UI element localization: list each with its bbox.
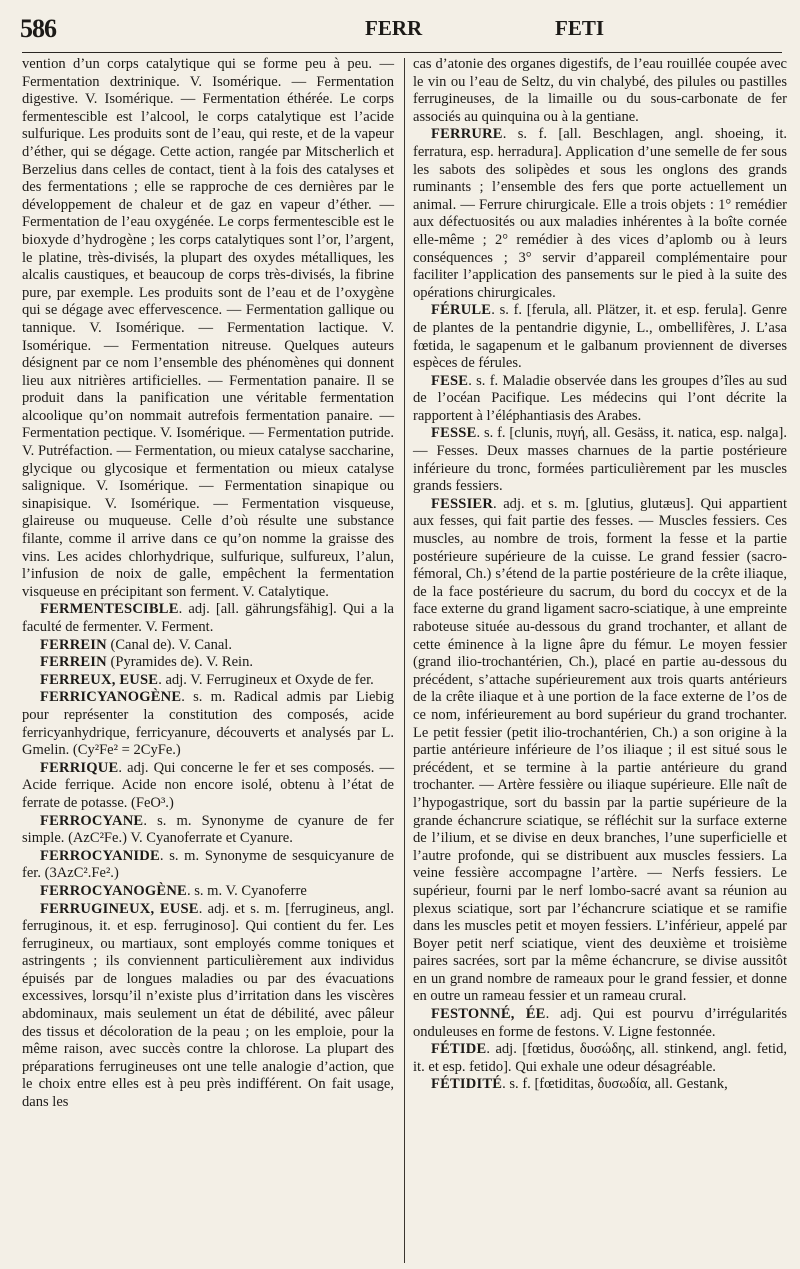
entry-ferrein-pyramides: FERREIN (Pyramides de). V. Rein. [40, 654, 254, 671]
entry-ferrocyane: FERROCYANE. s. m. Synonyme de cyanure de fer simple. (AzC²Fe.) V. Cyanoferrate et Cyanure. [22, 812, 394, 847]
headword: FÉRULE [431, 302, 492, 319]
headword: FERROCYANE [40, 812, 144, 829]
headword: FERREUX, EUSE [40, 671, 159, 688]
entry-fessier: FESSIER. adj. et s. m. [glutius, glutæus]. Qui appartient aux fesses, qui fait partie des fesses. — Muscles fessiers. Ces muscles, au nombre de trois, forment la fesse et la partie postérieure supérieure de la cuisse. Le grand fessier (sacro-fémoral, Ch.) s’étend de la partie postérieure de la crête iliaque, de la face postérieure du sacrum, du bord du coccyx et de la face externe du grand ligament sacro-sciatique, à une empreinte raboteuse située au-dessous du grand trochanter, et allant de cette éminence à la ligne âpre du fémur. Le moyen fessier (grand ilio-trochantérien, Ch.), placé en partie au-dessous du précédent, s’attache supérieurement aux trois quarts antérieurs de la crête iliaque et à une portion de la face externe de l’os de ce nom, inférieurement au bord supérieur du grand trochanter. Le petit fessier (petit ilio-trochantérien, Ch.) a son origine à la partie antérieure inférieure de l’os iliaque ; il est situé sous le précédent, et se termine à la partie antérieure du grand trochanter. — Artère fessière ou iliaque supérieure. Elle naît de l’hypogastrique, sort du bassin par la partie supérieure de la grande échancrure sciatique, se réfléchit sur la surface externe de l’ilium, et se divise en deux branches, l’une superficielle et l’autre profonde, qui se distribuent aux muscles fessiers. La veine fessière accompagne l’artère. — Nerfs fessiers. Le supérieur, fourni par le nerf lombo-sacré avant sa réunion au plexus sciatique, sort par l’échancrure sciatique et se ramifie dans les muscles petit et moyen fessiers. L’inférieur, appelé par Boyer petit nerf sciatique, vient des deuxième et troisième paires sacrées, sort par la même échancrure, se divise aussitôt en un grand nombre de rameaux pour le grand fessier, et donne en outre un rameau fessier et un rameau crural. [413, 495, 787, 1005]
headword: FÉTIDE [431, 1041, 487, 1058]
entry-continuation: vention d’un corps catalytique qui se forme peu à peu. — Fermentation dextrinique. V. Isomérique. — Fermentation digestive. V. Isomérique. — Fermentation éthérée. Le corps fermentescible est l’alcool, le corps catalytique est l’acide sulfurique. Les produits sont de l’eau, qui reste, et de la vapeur d’éther, qui se dégage. Cette action, rangée par Mitscherlich et Berzelius dans celles de contact, tient à la fois des catalyses et des fermentations ; elle se rapproche de ces dernières par le développement de chaleur et de gaz en vapeur d’éther. — Fermentation de l’eau oxygénée. Le corps fermentescible est le bioxyde d’hydrogène ; les corps catalytiques sont l’or, l’argent, le platine, très-divisés, la plupart des oxydes métalliques, les alcalis caustiques, et beaucoup de corps très-divisés, la fibrine pure, par exemple. Les produits sont de l’eau et de l’oxygène qui se dégage avec effervescence. — Fermentation gallique ou tannique. V. Isomérique. — Fermentation lactique. V. Isomérique. — Fermentation nitreuse. Quelques auteurs désignent par ce nom l’ensemble des phénomènes qui donnent lieu aux nitrières artificielles. — Fermentation panaire. Il se produit dans la panification une véritable fermentation alcoolique qu’on nommait autrefois fermentation panaire. — Fermentation pectique. V. Isomérique. — Fermentation putride. V. Putréfaction. — Fermentation, ou mieux catalyse saccharine, glycique ou glycosique et fermentation ou mieux catalyse salignique. V. Isomérique. — Fermentation sinapique ou sinapisique. V. Isomérique. — Fermentation visqueuse, glaireuse ou muqueuse. Celle d’où résulte une substance filante, comme il arrive dans ce qu’on nomme la graisse des vins. Les acides chlorhydrique, sulfurique, sulfureux, l’alun, l’infusion de noix de galle, empêchent la fermentation visqueuse en précipitant son ferment. V. Catalytique. [22, 56, 394, 600]
headword: FESE [431, 372, 469, 389]
header-rule [22, 52, 782, 53]
headword: FERROCYANIDE [40, 847, 160, 864]
right-column [413, 56, 787, 1094]
headword: FESTONNÉ, ÉE [431, 1006, 546, 1023]
entry-fetidite: FÉTIDITÉ. s. f. [fœtiditas, δυσωδία, all. Gestank, [431, 1076, 728, 1093]
entry-ferrure: FERRURE. s. f. [all. Beschlagen, angl. shoeing, it. ferratura, esp. herradura]. Application d’une semelle de fer sous les sabots des solipèdes et sous les onglons des grands ruminants ; l’ensemble des fers que porte actuellement un animal. — Ferrure chirurgicale. Elle a trois objets : 1° remédier aux défectuosités ou aux maladies inhérentes à la boîte cornée elle-même ; 2° remédier à des vices d’aplomb ou à leurs conséquences ; 3° servir d’appareil complémentaire pour faciliter l’application des pansements sur le pied à la suite des opérations chirurgicales. [413, 126, 787, 301]
headword: FERROCYANOGÈNE [40, 882, 187, 899]
left-guide-word: FERR [365, 16, 423, 40]
headword: FERRUGINEUX, EUSE [40, 900, 199, 917]
entry-fese: FESE. s. f. Maladie observée dans les groupes d’îles au sud de l’océan Pacifique. Les médecins qui l’ont décrite la rapportent à l’éléphantiasis des Arabes. [413, 372, 787, 424]
left-column [22, 56, 394, 1112]
headword: FERRURE [431, 126, 503, 143]
entry-ferule: FÉRULE. s. f. [ferula, all. Plätzer, it. et esp. ferula]. Genre de plantes de la pentandrie digynie, L., ombellifères, J. L’asa fœtida, le sagapenum et le galbanum proviennent de diverses espèces de férules. [413, 302, 787, 372]
entry-ferrein-canal: FERREIN (Canal de). V. Canal. [40, 636, 232, 653]
headword: FERRIQUE [40, 759, 119, 776]
headword: FERREIN [40, 654, 107, 671]
headword: FERRICYANOGÈNE [40, 689, 182, 706]
entry-ferrocyanogene: FERROCYANOGÈNE. s. m. V. Cyanoferre [40, 882, 307, 899]
entry-fetide: FÉTIDE. adj. [fœtidus, δυσώδης, all. stinkend, angl. fetid, it. et esp. fetido]. Qui exhale une odeur désagréable. [413, 1041, 787, 1075]
column-divider [404, 58, 405, 1263]
entry-ferrugineux: FERRUGINEUX, EUSE. adj. et s. m. [ferrugineus, angl. ferruginous, it. et esp. ferruginoso]. Qui contient du fer. Les ferrugineux, ou martiaux, sont employés comme toniques et astringents ; ils conviennent particulièrement aux individus épuisés par de longues maladies ou par des évacuations excessives, lorsqu’il n’existe plus d’irritation dans les viscères abdominaux, mais seulement un état de débilité, avec pâleur des tissus et décoloration de la peau ; on les emploie, pour la même raison, avec succès contre la chlorose. La plupart des préparations ferrugineuses ont une telle analogie d’action, que le choix entre elles est à peu près indifférent. On fait usage, dans les [22, 900, 394, 1111]
headword: FESSIER [431, 495, 494, 512]
entry-ferrocyanide: FERROCYANIDE. s. m. Synonyme de sesquicyanure de fer. (3AzC².Fe².) [22, 847, 394, 882]
headword: FÉTIDITÉ [431, 1076, 503, 1093]
entry-ferrique: FERRIQUE. adj. Qui concerne le fer et ses composés. — Acide ferrique. Acide non encore isolé, obtenu à l’état de ferrate de potasse. (FeO³.) [22, 759, 394, 811]
entry-ferricyanogene: FERRICYANOGÈNE. s. m. Radical admis par Liebig pour représenter la constitution des composés, acide ferricyanhydrique, ferricyanure, découverts et analysés par L. Gmelin. (Cy²Fe² = 2CyFe.) [22, 689, 394, 759]
entry-fesse: FESSE. s. f. [clunis, πυγή, all. Gesäss, it. natica, esp. nalga]. — Fesses. Deux masses charnues de la partie postérieure inférieure du tronc, formées particulièrement par les muscles grands fessiers. [413, 425, 787, 495]
headword: FERMENTESCIBLE [40, 601, 179, 618]
entry-fermentescible: FERMENTESCIBLE. adj. [all. gährungsfähig]. Qui a la faculté de fermenter. V. Ferment. [22, 601, 394, 635]
page-header [20, 14, 782, 54]
entry-ferreux: FERREUX, EUSE. adj. V. Ferrugineux et Oxyde de fer. [40, 671, 374, 688]
headword: FERREIN [40, 636, 107, 653]
right-guide-word: FETI [555, 16, 605, 40]
entry-festonne: FESTONNÉ, ÉE. adj. Qui est pourvu d’irrégularités onduleuses en forme de festons. V. Ligne festonnée. [413, 1006, 787, 1040]
page-number: 586 [20, 14, 56, 43]
entry-continuation-right: cas d’atonie des organes digestifs, de l’eau rouillée coupée avec le vin ou l’eau de Seltz, du vin chalybé, des pilules ou pastilles ferrugineuses, de la limaille ou du sous-carbonate de fer associés au quinquina ou à la gentiane. [413, 56, 787, 125]
headword: FESSE [431, 425, 477, 442]
